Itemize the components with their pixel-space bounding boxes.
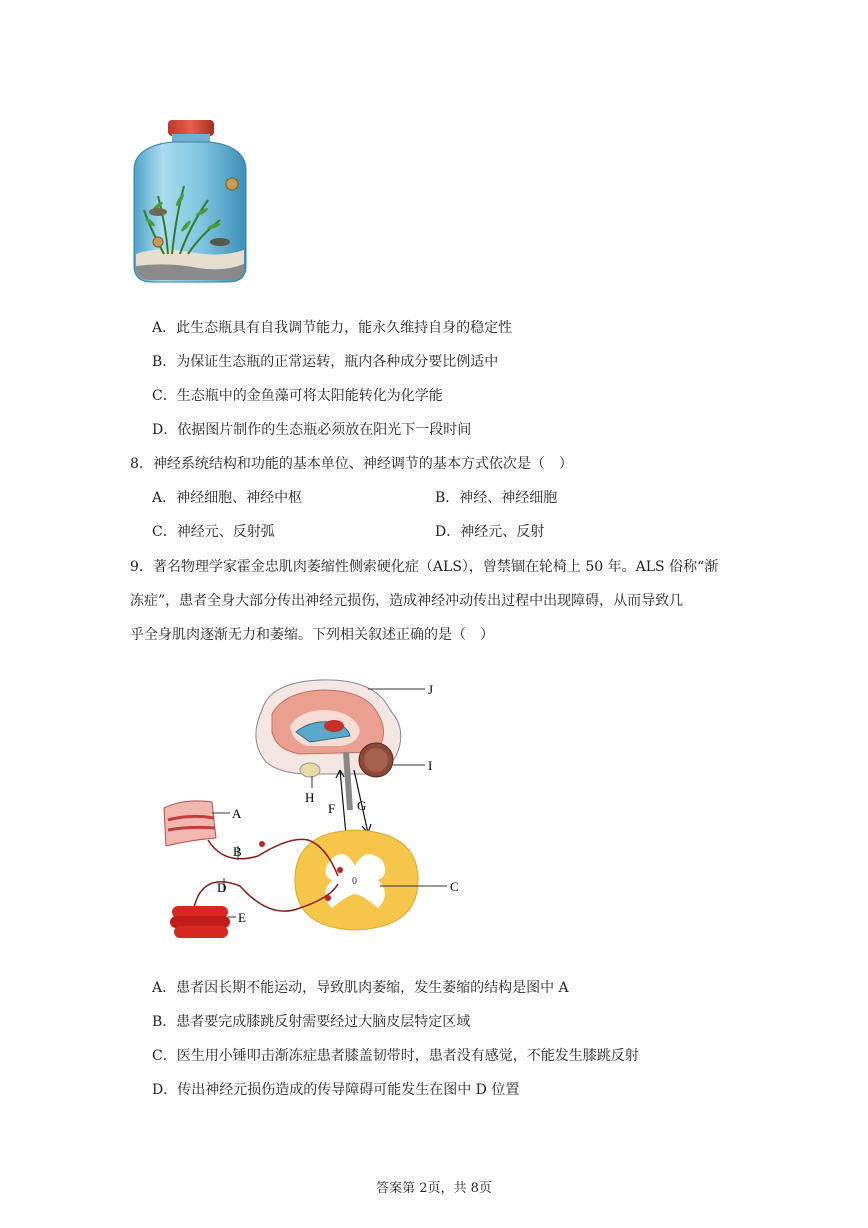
- effector-muscle-figure: [170, 906, 230, 938]
- label-g: G: [357, 798, 367, 813]
- spinal-cord-figure: [295, 830, 418, 930]
- q8-stem: 8．神经系统结构和功能的基本单位、神经调节的基本方式依次是（ ）: [130, 456, 573, 472]
- q7-option-b: B．为保证生态瓶的正常运转，瓶内各种成分要比例适中: [152, 354, 499, 370]
- q9-stem-line-3: 乎全身肌肉逐渐无力和萎缩。下列相关叙述正确的是（ ）: [130, 627, 494, 643]
- brain-figure: [256, 680, 401, 810]
- q8-option-a: A．神经细胞、神经中枢: [152, 490, 303, 506]
- q7-option-d: D．依据图片制作的生态瓶必须放在阳光下一段时间: [152, 422, 472, 438]
- q9-stem-line-1: 9．著名物理学家霍金忠肌肉萎缩性侧索硬化症（ALS），曾禁锢在轮椅上 50 年。ALS 俗称“渐: [130, 559, 719, 575]
- q9-option-d: D．传出神经元损伤造成的传导障碍可能发生在图中 D 位置: [152, 1082, 520, 1098]
- label-i: I: [428, 758, 433, 773]
- page-footer: 答案第 2页，共 8页: [376, 1181, 492, 1196]
- q8-option-c: C．神经元、反射弧: [152, 524, 275, 540]
- q8-option-d: D．神经元、反射: [435, 524, 545, 540]
- q9-option-b: B．患者要完成膝跳反射需要经过大脑皮层特定区域: [152, 1014, 471, 1030]
- label-c: C: [450, 879, 459, 894]
- q8-option-b: B．神经、神经细胞: [435, 490, 558, 506]
- label-h: H: [305, 790, 315, 805]
- q7-option-a: A．此生态瓶具有自我调节能力，能永久维持自身的稳定性: [152, 320, 513, 336]
- receptor-skin-figure: [164, 801, 216, 846]
- reflex-arc-diagram: [150, 670, 480, 950]
- label-b: B: [233, 844, 242, 859]
- label-d: D: [217, 880, 227, 895]
- q7-option-c: C．生态瓶中的金鱼藻可将太阳能转化为化学能: [152, 388, 443, 404]
- label-e: E: [238, 910, 246, 925]
- label-j: J: [428, 682, 434, 697]
- q9-option-a: A．患者因长期不能运动，导致肌肉萎缩，发生萎缩的结构是图中 A: [152, 980, 569, 996]
- label-a: A: [232, 806, 242, 821]
- ecosystem-bottle-image: [128, 116, 252, 286]
- svg-text:0: 0: [352, 876, 357, 887]
- q9-stem-line-2: 冻症”，患者全身大部分传出神经元损伤，造成神经冲动传出过程中出现障碍，从而导致几: [130, 593, 684, 609]
- q9-option-c: C．医生用小锤叩击渐冻症患者膝盖韧带时，患者没有感觉，不能发生膝跳反射: [152, 1048, 639, 1064]
- label-f: F: [328, 801, 336, 816]
